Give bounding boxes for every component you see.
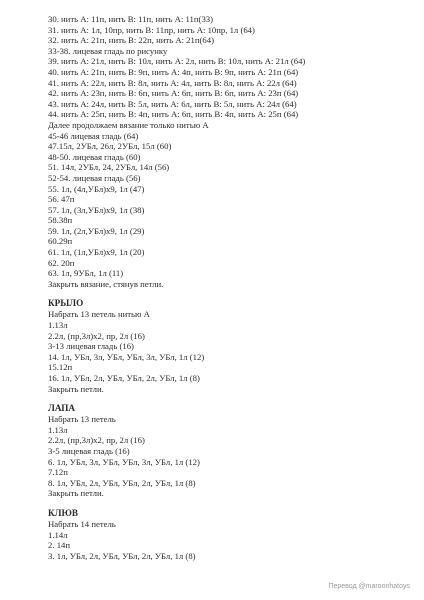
pattern-line: 1.13л	[48, 320, 68, 331]
pattern-text	[48, 14, 418, 561]
pattern-line: 2.2л, (пр,3л)х2, пр, 2л (16)	[48, 330, 145, 341]
paw-section	[48, 403, 418, 499]
pattern-line: 14. 1л, УБл, 3л, УБл, УБл, 3л, УБл, 1л (12)	[48, 351, 205, 362]
pattern-line: Закрыть петли.	[48, 383, 104, 394]
pattern-line: Набрать 14 петель	[48, 518, 116, 529]
pattern-line: 45-46 лицевая гладь (64)	[48, 130, 139, 141]
pattern-line: 58.38п	[48, 215, 73, 226]
pattern-line: 7.12п	[48, 467, 68, 478]
section-heading-wing: КРЫЛО	[48, 298, 84, 309]
pattern-line: 63. 1л, 9УБл, 1л (11)	[48, 268, 124, 279]
pattern-line: 62. 20п	[48, 257, 75, 268]
pattern-line: 32. нить А: 21п, нить В: 22п, нить А: 21п(64)	[48, 35, 214, 46]
pattern-line: Закрыть вязание, стянув петли.	[48, 278, 164, 289]
translator-credit: Перевод @maroonhatoys	[328, 583, 410, 590]
pattern-line: 55. 1л, (4л,УБл)х9, 1л (47)	[48, 183, 145, 194]
pattern-line: 47.15л, 2УБл, 26л, 2УБл, 15л (60)	[48, 141, 172, 152]
beak-section	[48, 508, 418, 561]
pattern-line: 57. 1л, (3л,УБл)х9, 1л (38)	[48, 204, 145, 215]
pattern-line: 8. 1л, УБл, 2л, УБл, УБл, 2л, УБл, 1л (8)	[48, 477, 196, 488]
pattern-line: 2.2л, (пр,3л)х2, пр, 2л (16)	[48, 435, 145, 446]
pattern-line: 43. нить А: 24л, нить В: 5л, нить А: 6л, нить В: 5л, нить А: 24л (64)	[48, 98, 297, 109]
pattern-line: 1.14л	[48, 529, 68, 540]
pattern-line: 3-5 лицевая гладь (16)	[48, 445, 130, 456]
pattern-line: 56. 47п	[48, 194, 75, 205]
section-heading-paw: ЛАПА	[48, 403, 76, 414]
pattern-line: Набрать 13 петель нитью А	[48, 309, 150, 320]
pattern-line: 40. нить А: 21п, нить В: 9п, нить А: 4п, нить В: 9п, нить А: 21п (64)	[48, 66, 299, 77]
pattern-line: 48-50. лицевая гладь (60)	[48, 151, 141, 162]
pattern-line: 59. 1л, (2л,УБл)х9, 1л (29)	[48, 225, 145, 236]
pattern-line: 41. нить А: 22л, нить В: 8л, нить А: 4л, нить В: 8л, нить А: 22л (64)	[48, 77, 297, 88]
pattern-line: 44. нить А: 25п, нить В: 4п, нить А: 6п, нить В: 4п, нить А: 25п (64)	[48, 109, 299, 120]
pattern-line: 52-54. лицевая гладь (56)	[48, 172, 141, 183]
pattern-line: Набрать 13 петель	[48, 414, 116, 425]
pattern-line: 31. нить А: 1л, 10пр, нить В: 11пр, нить А: 10пр, 1л (64)	[48, 24, 255, 35]
pattern-line: 3. 1л, УБл, 2л, УБл, УБл, 2л, УБл, 1л (8)	[48, 550, 196, 561]
pattern-line: 15.12п	[48, 362, 73, 373]
pattern-line: 33-38. лицевая гладь по рисунку	[48, 45, 168, 56]
pattern-line: 39. нить А: 21л, нить В: 10л, нить А: 2л, нить В: 10л, нить А: 21л (64)	[48, 56, 306, 67]
pattern-line: 42. нить А: 23п, нить В: 6п, нить А: 6п, нить В: 6п, нить А: 23п (64)	[48, 88, 299, 99]
pattern-line: 3-13 лицевая гладь (16)	[48, 341, 134, 352]
body-section	[48, 14, 418, 289]
pattern-line: 6. 1л, УБл, 3л, УБл, УБл, 3л, УБл, 1л (12)	[48, 456, 200, 467]
pattern-line: 16. 1л, УБл, 2л, УБл, УБл, 2л, УБл, 1л (8)	[48, 373, 200, 383]
pattern-line: Закрыть петли.	[48, 488, 104, 499]
pattern-line: Далее продолжаем вязание только нитью А	[48, 119, 209, 130]
pattern-line: 61. 1л, (1л,УБл)х9, 1л (20)	[48, 247, 145, 258]
pattern-line: 51. 14л, 2УБл, 24, 2УБл, 14л (56)	[48, 162, 170, 173]
section-heading-beak: КЛЮВ	[48, 507, 78, 518]
pattern-line: 60.29п	[48, 236, 73, 247]
pattern-line: 2. 14п	[48, 540, 71, 551]
pattern-line: 30. нить А: 11п, нить В: 11п, нить А: 11п(33)	[48, 14, 214, 24]
pattern-line: 1.13л	[48, 424, 68, 435]
wing-section	[48, 298, 418, 394]
